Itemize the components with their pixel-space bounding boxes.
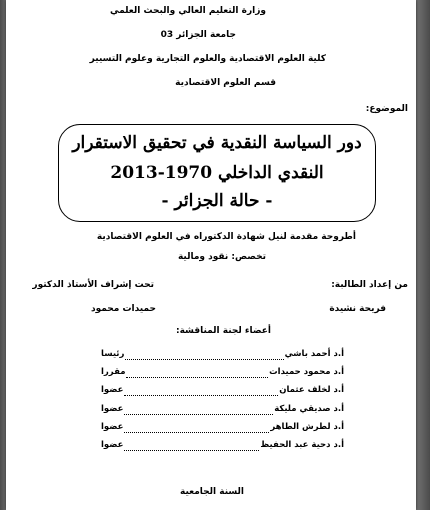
member-name: أ.د لطرش الطاهر: [270, 422, 344, 432]
department-text: قسم العلوم الاقتصادية: [175, 78, 276, 88]
committee-row: [101, 404, 344, 418]
dotted-leader: [126, 367, 268, 378]
university-text: جامعة الجزائر 03: [160, 30, 236, 40]
subject-label: الموضوع:: [365, 104, 408, 114]
specialization-text: تخصص: نقود ومالية: [177, 252, 266, 262]
dotted-leader: [124, 404, 273, 415]
member-name: أ.د لخلف عثمان: [279, 385, 344, 395]
member-role: عضوا: [101, 440, 124, 450]
member-name: أ.د دحية عبد الحفيظ: [260, 440, 344, 450]
committee-row: [101, 367, 344, 381]
student-name: فريحة نشيدة: [329, 304, 386, 314]
committee-row: [101, 440, 344, 454]
supervisor-name: حميدات محمود: [90, 304, 156, 314]
dotted-leader: [124, 422, 269, 433]
member-name: أ.د أحمد باشي: [284, 349, 344, 359]
academic-year: السنة الجامعية: [179, 487, 244, 497]
title-line-1: دور السياسة النقدية في تحقيق الاستقرار: [72, 133, 362, 153]
dotted-leader: [124, 385, 278, 396]
member-role: عضوا: [101, 385, 124, 395]
prepared-by-label: من إعداد الطالبة:: [331, 280, 408, 290]
committee-row: [101, 349, 344, 363]
member-role: مقررا: [101, 367, 126, 377]
member-name: أ.د صديقي مليكة: [274, 404, 344, 414]
document-page: [6, 0, 416, 510]
thesis-note: أطروحة مقدمة لنيل شهادة الدكتوراه في العلوم الاقتصادية: [96, 232, 356, 242]
supervisor-label: تحت إشراف الأستاذ الدكتور: [32, 280, 154, 290]
thesis-title-box: [58, 124, 376, 222]
member-role: رئيسا: [101, 349, 125, 359]
faculty-text: كلية العلوم الاقتصادية والعلوم التجارية وعلوم التسيير: [89, 54, 326, 64]
committee-heading: أعضاء لجنة المناقشة:: [175, 326, 271, 336]
member-role: عضوا: [101, 404, 124, 414]
ministry-text: وزارة التعليم العالي والبحث العلمي: [109, 6, 266, 16]
member-name: أ.د محمود حميدات: [269, 367, 344, 377]
dotted-leader: [124, 440, 259, 451]
member-role: عضوا: [101, 422, 124, 432]
committee-row: [101, 422, 344, 436]
dotted-leader: [125, 349, 283, 360]
title-line-3: - حالة الجزائر -: [161, 191, 273, 211]
committee-row: [101, 385, 344, 399]
title-line-2: النقدي الداخلي 1970-2013: [110, 163, 324, 183]
